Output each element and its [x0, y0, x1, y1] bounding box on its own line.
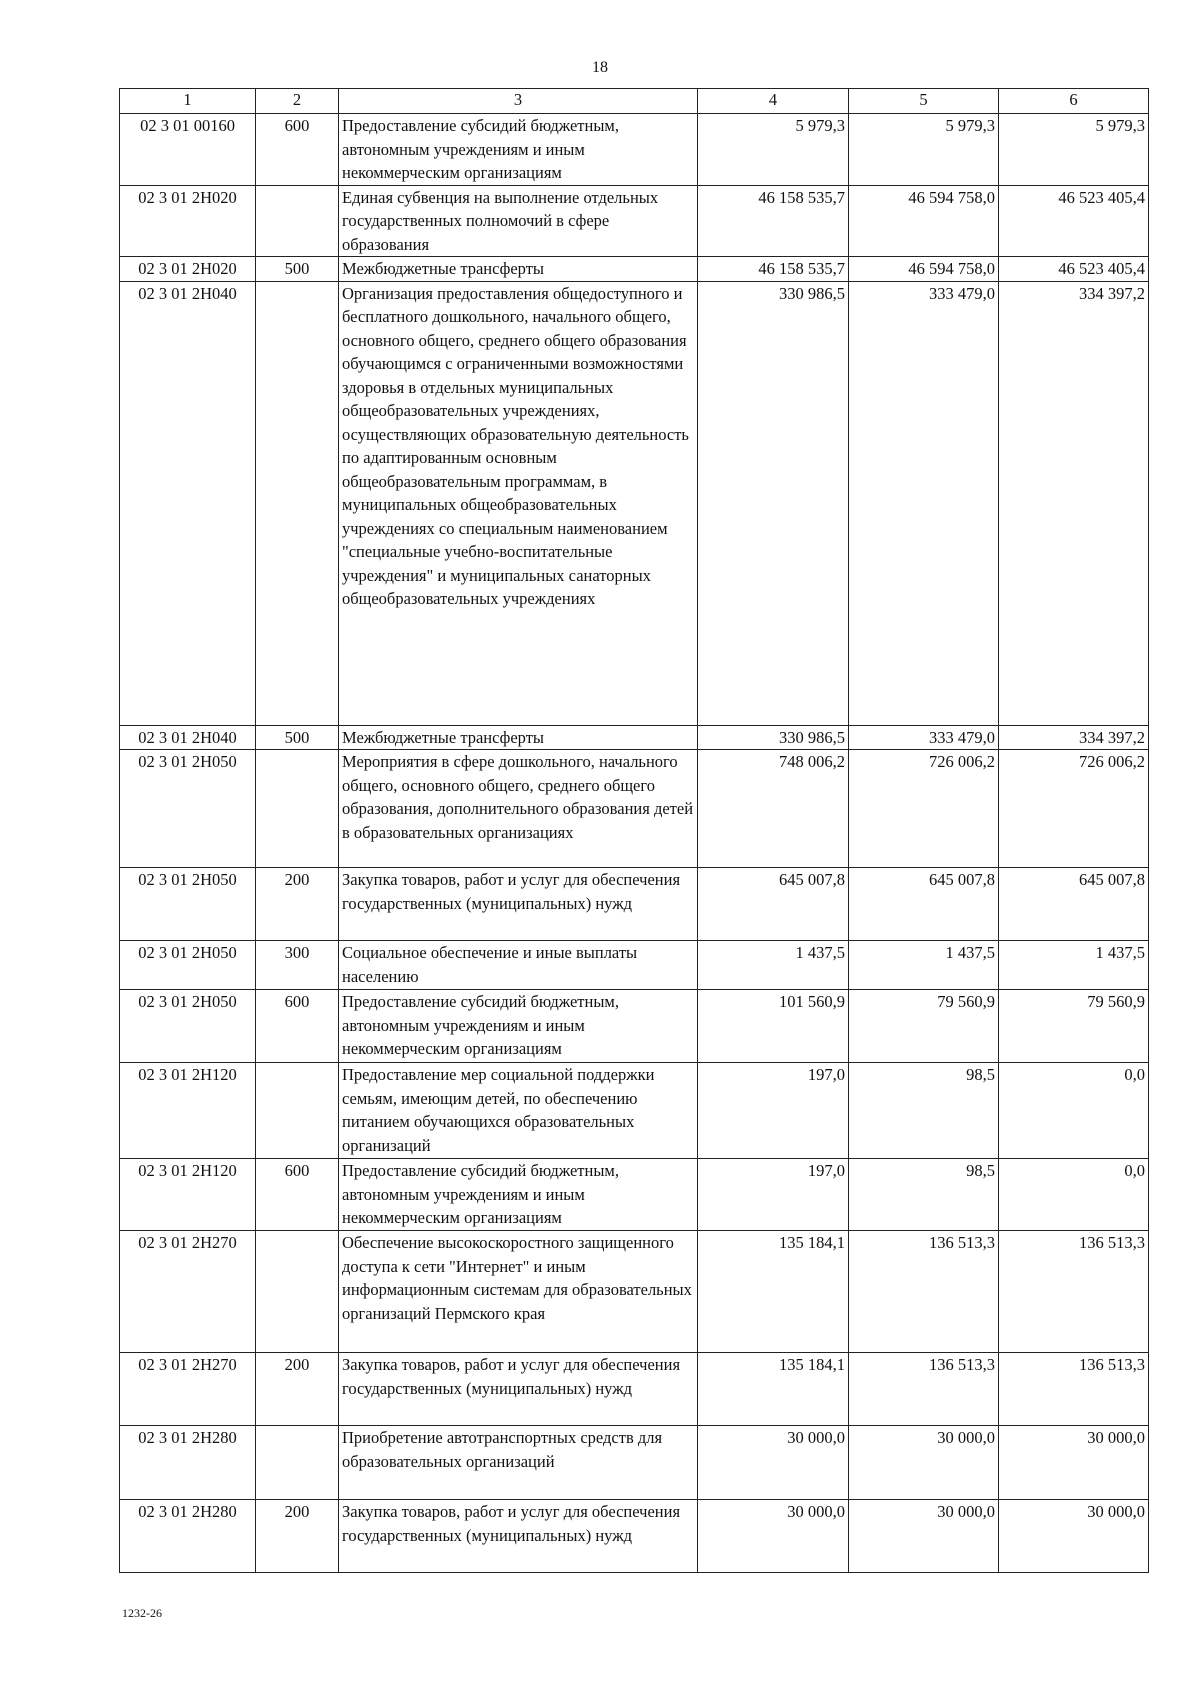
- row-value-1: 197,0: [698, 1063, 849, 1159]
- row-value-1: 135 184,1: [698, 1231, 849, 1353]
- row-name: Обеспечение высокоскоростного защищенного доступа к сети "Интернет" и иным информационным системам для образовательных организаций Пермского края: [339, 1231, 698, 1353]
- row-value-2: 1 437,5: [849, 941, 999, 990]
- row-code: 02 3 01 2Н040: [120, 725, 256, 750]
- row-code: 02 3 01 2Н050: [120, 990, 256, 1063]
- row-name: Организация предоставления общедоступного и бесплатного дошкольного, начального общего, основного общего, среднего общего образования обучающимся с ограниченными возможностями здоровья в отдельных муниципальных общеобразовательных учреждениях, осуществляющих образовательную деятельность по адаптированным основным общеобразовательным программам, в муниципальных общеобразовательных учреждениях со специальным наименованием "специальные учебно-воспитательные учреждения" и муниципальных санаторных общеобразовательных учреждениях: [339, 281, 698, 725]
- row-value-1: 5 979,3: [698, 114, 849, 186]
- row-kind: [256, 750, 339, 868]
- row-name: Предоставление мер социальной поддержки семьям, имеющим детей, по обеспечению питанием обучающихся образовательных организаций: [339, 1063, 698, 1159]
- row-code: 02 3 01 2Н040: [120, 281, 256, 725]
- row-value-2: 136 513,3: [849, 1353, 999, 1426]
- header-cell: 3: [339, 89, 698, 114]
- header-row: [120, 89, 1149, 114]
- row-value-2: 726 006,2: [849, 750, 999, 868]
- row-name: Закупка товаров, работ и услуг для обеспечения государственных (муниципальных) нужд: [339, 868, 698, 941]
- row-value-3: 334 397,2: [999, 281, 1149, 725]
- row-code: 02 3 01 2Н280: [120, 1500, 256, 1573]
- row-value-1: 330 986,5: [698, 281, 849, 725]
- table-row: [120, 941, 1149, 990]
- row-value-3: 726 006,2: [999, 750, 1149, 868]
- row-code: 02 3 01 2Н050: [120, 868, 256, 941]
- row-name: Приобретение автотранспортных средств для образовательных организаций: [339, 1426, 698, 1500]
- row-value-1: 30 000,0: [698, 1426, 849, 1500]
- row-value-3: 5 979,3: [999, 114, 1149, 186]
- row-code: 02 3 01 00160: [120, 114, 256, 186]
- row-kind: [256, 281, 339, 725]
- row-kind: [256, 1231, 339, 1353]
- row-kind: 200: [256, 1500, 339, 1573]
- page-number: 18: [592, 59, 608, 76]
- row-name: Социальное обеспечение и иные выплаты населению: [339, 941, 698, 990]
- row-code: 02 3 01 2Н120: [120, 1063, 256, 1159]
- header-cell: 6: [999, 89, 1149, 114]
- document-code: 1232-26: [122, 1606, 162, 1620]
- table-row: [120, 1500, 1149, 1573]
- row-value-1: 1 437,5: [698, 941, 849, 990]
- row-kind: 300: [256, 941, 339, 990]
- table-row: [120, 1231, 1149, 1353]
- row-value-3: 79 560,9: [999, 990, 1149, 1063]
- row-name: Предоставление субсидий бюджетным, автономным учреждениям и иным некоммерческим организациям: [339, 1159, 698, 1231]
- row-value-2: 645 007,8: [849, 868, 999, 941]
- row-value-3: 46 523 405,4: [999, 185, 1149, 257]
- table-row: [120, 750, 1149, 868]
- row-code: 02 3 01 2Н020: [120, 257, 256, 282]
- row-value-2: 46 594 758,0: [849, 257, 999, 282]
- row-kind: 200: [256, 1353, 339, 1426]
- row-kind: 200: [256, 868, 339, 941]
- row-value-3: 0,0: [999, 1159, 1149, 1231]
- row-name: Единая субвенция на выполнение отдельных государственных полномочий в сфере образования: [339, 185, 698, 257]
- row-value-3: 1 437,5: [999, 941, 1149, 990]
- row-kind: [256, 1426, 339, 1500]
- row-kind: 500: [256, 725, 339, 750]
- row-kind: 600: [256, 114, 339, 186]
- row-value-3: 30 000,0: [999, 1500, 1149, 1573]
- row-kind: [256, 1063, 339, 1159]
- row-value-2: 46 594 758,0: [849, 185, 999, 257]
- table-row: [120, 868, 1149, 941]
- row-name: Мероприятия в сфере дошкольного, начального общего, основного общего, среднего общего образования, дополнительного образования детей в образовательных организациях: [339, 750, 698, 868]
- row-value-1: 46 158 535,7: [698, 185, 849, 257]
- table-row: [120, 1426, 1149, 1500]
- row-value-1: 135 184,1: [698, 1353, 849, 1426]
- row-name: Предоставление субсидий бюджетным, автономным учреждениям и иным некоммерческим организациям: [339, 990, 698, 1063]
- row-value-3: 30 000,0: [999, 1426, 1149, 1500]
- row-value-2: 136 513,3: [849, 1231, 999, 1353]
- row-value-2: 333 479,0: [849, 281, 999, 725]
- budget-table: [119, 88, 1149, 1573]
- row-code: 02 3 01 2Н050: [120, 750, 256, 868]
- table-row: [120, 1159, 1149, 1231]
- row-value-3: 645 007,8: [999, 868, 1149, 941]
- row-value-2: 98,5: [849, 1063, 999, 1159]
- row-kind: 600: [256, 990, 339, 1063]
- table-row: [120, 281, 1149, 725]
- row-value-1: 101 560,9: [698, 990, 849, 1063]
- row-value-2: 30 000,0: [849, 1426, 999, 1500]
- row-value-1: 748 006,2: [698, 750, 849, 868]
- row-name: Закупка товаров, работ и услуг для обеспечения государственных (муниципальных) нужд: [339, 1500, 698, 1573]
- row-value-3: 334 397,2: [999, 725, 1149, 750]
- row-value-3: 0,0: [999, 1063, 1149, 1159]
- row-code: 02 3 01 2Н050: [120, 941, 256, 990]
- row-kind: [256, 185, 339, 257]
- row-value-2: 5 979,3: [849, 114, 999, 186]
- row-value-1: 197,0: [698, 1159, 849, 1231]
- table-row: [120, 725, 1149, 750]
- row-value-2: 98,5: [849, 1159, 999, 1231]
- row-value-2: 79 560,9: [849, 990, 999, 1063]
- row-value-1: 330 986,5: [698, 725, 849, 750]
- row-value-3: 46 523 405,4: [999, 257, 1149, 282]
- table-row: [120, 185, 1149, 257]
- header-cell: 2: [256, 89, 339, 114]
- row-code: 02 3 01 2Н270: [120, 1353, 256, 1426]
- row-value-2: 30 000,0: [849, 1500, 999, 1573]
- table-row: [120, 114, 1149, 186]
- table-row: [120, 1353, 1149, 1426]
- row-name: Закупка товаров, работ и услуг для обеспечения государственных (муниципальных) нужд: [339, 1353, 698, 1426]
- row-name: Межбюджетные трансферты: [339, 257, 698, 282]
- row-value-1: 46 158 535,7: [698, 257, 849, 282]
- header-cell: 1: [120, 89, 256, 114]
- row-value-3: 136 513,3: [999, 1353, 1149, 1426]
- row-name: Межбюджетные трансферты: [339, 725, 698, 750]
- row-kind: 600: [256, 1159, 339, 1231]
- row-value-1: 645 007,8: [698, 868, 849, 941]
- table-row: [120, 1063, 1149, 1159]
- row-value-2: 333 479,0: [849, 725, 999, 750]
- row-code: 02 3 01 2Н280: [120, 1426, 256, 1500]
- row-value-1: 30 000,0: [698, 1500, 849, 1573]
- row-code: 02 3 01 2Н020: [120, 185, 256, 257]
- row-kind: 500: [256, 257, 339, 282]
- row-value-3: 136 513,3: [999, 1231, 1149, 1353]
- row-name: Предоставление субсидий бюджетным, автономным учреждениям и иным некоммерческим организациям: [339, 114, 698, 186]
- header-cell: 4: [698, 89, 849, 114]
- table-row: [120, 990, 1149, 1063]
- header-cell: 5: [849, 89, 999, 114]
- table-row: [120, 257, 1149, 282]
- row-code: 02 3 01 2Н270: [120, 1231, 256, 1353]
- row-code: 02 3 01 2Н120: [120, 1159, 256, 1231]
